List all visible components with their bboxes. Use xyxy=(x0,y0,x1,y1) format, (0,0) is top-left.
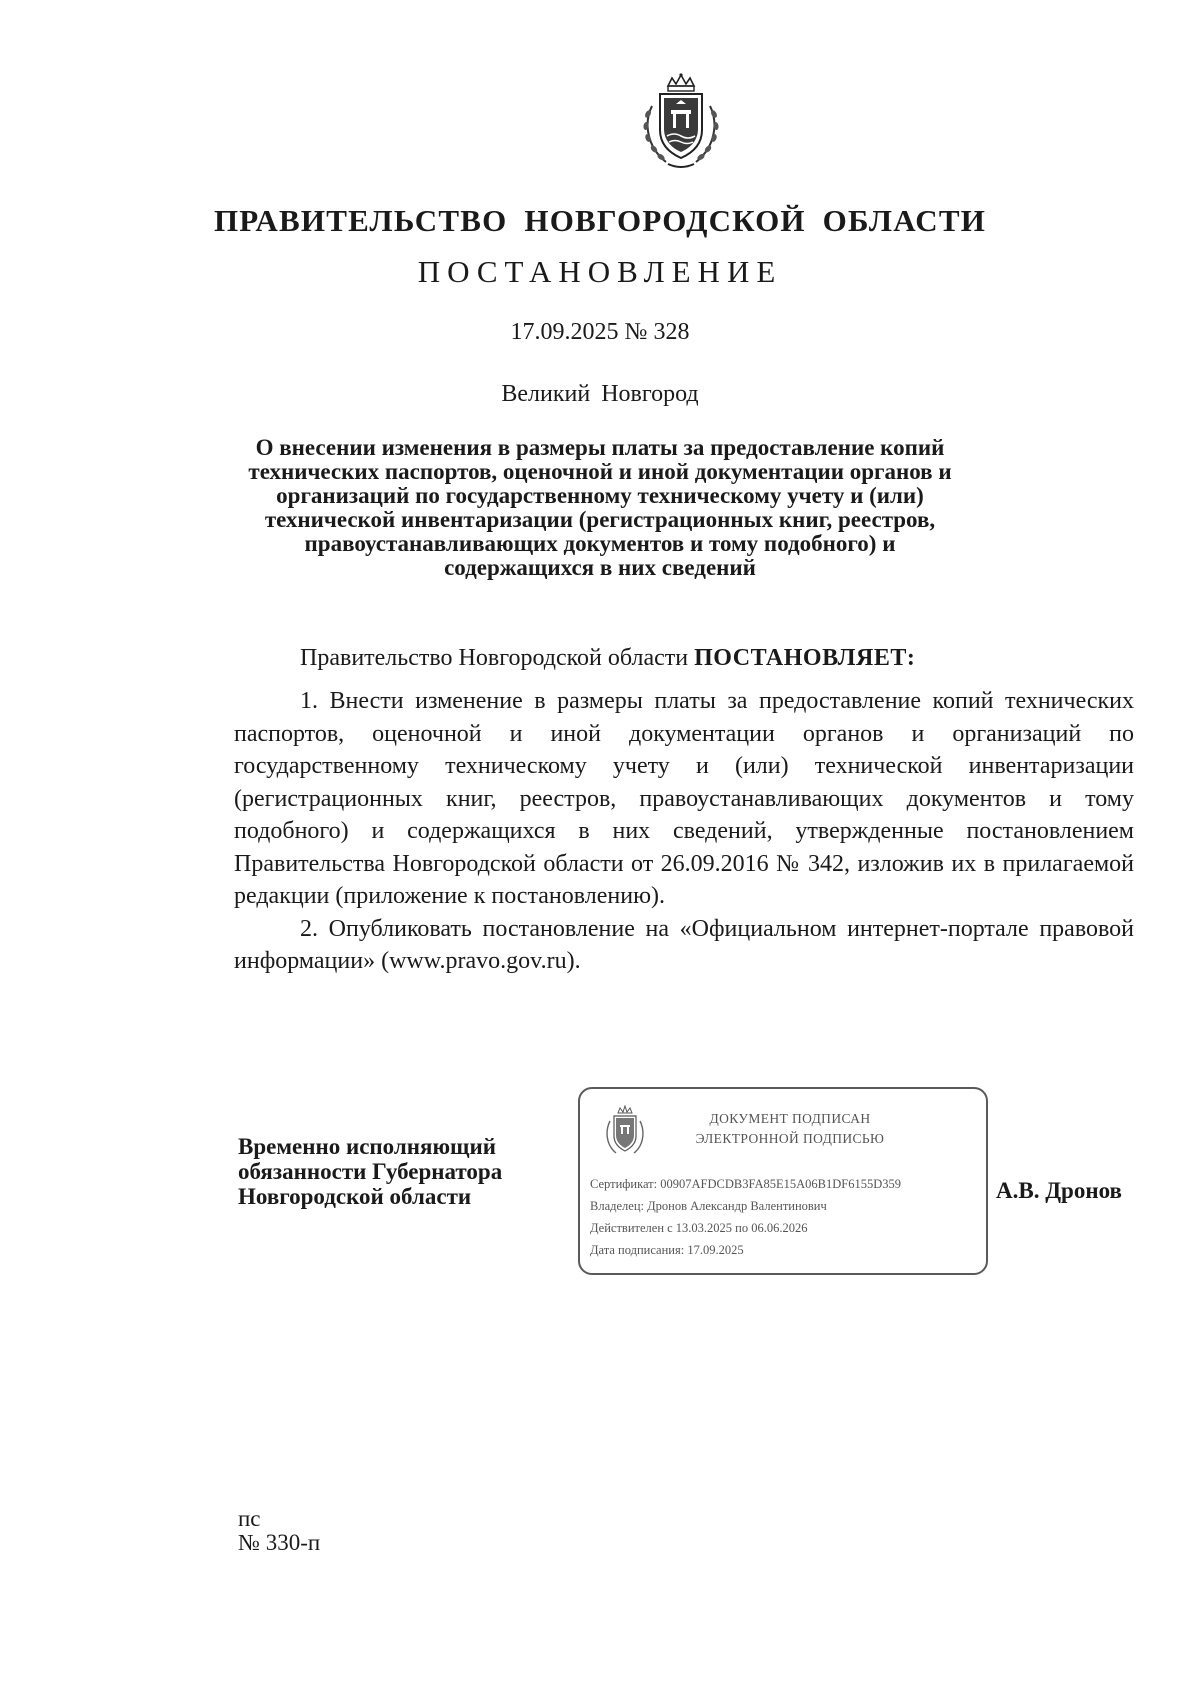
document-subject: О внесении изменения в размеры платы за предоставление копий технических паспортов, оценочной и иной документации органов и организаций по государственному техническому учету и (или) технической инвентаризации (регистрационных книг, реестров, правоустанавливающих документов и тому подобного) и содержащихся в них сведений xyxy=(248,435,952,580)
document-body xyxy=(234,641,1134,978)
stamp-coat-of-arms-icon xyxy=(602,1105,648,1157)
document-date-number: 17.09.2025 № 328 xyxy=(510,319,690,345)
stamp-signing-date: Дата подписания: 17.09.2025 xyxy=(590,1243,744,1257)
signer-name: А.В. Дронов xyxy=(996,1178,1122,1203)
document-type: ПОСТАНОВЛЕНИЕ xyxy=(417,254,783,289)
stamp-heading-line: ДОКУМЕНТ ПОДПИСАН xyxy=(709,1111,871,1126)
signer-title-line: Временно исполняющий xyxy=(238,1134,496,1159)
stamp-heading xyxy=(680,1109,900,1149)
coat-of-arms-icon xyxy=(638,72,724,172)
clause-1: 1. Внести изменение в размеры платы за предоставление копий технических паспортов, оценочной и иной документации органов и организаций по государственному техническому учету и (или) технической инвентаризации (регистрационных книг, реестров, правоустанавливающих документов и тому подобного) и содержащихся в них сведений, утвержденные постановлением Правительства Новгородской области от 26.09.2016 № 342, изложив их в прилагаемой редакции (приложение к постановлению). xyxy=(234,688,1134,909)
stamp-validity: Действителен с 13.03.2025 по 06.06.2026 xyxy=(590,1221,808,1235)
preamble xyxy=(234,641,1134,675)
signer-title xyxy=(238,1134,558,1209)
stamp-certificate: Сертификат: 00907AFDCDB3FA85E15A06B1DF6155D359 xyxy=(590,1177,901,1191)
signer-title-line: Новгородской области xyxy=(238,1184,472,1209)
e-signature-stamp xyxy=(578,1087,988,1275)
preamble-resolves: ПОСТАНОВЛЯЕТ: xyxy=(694,645,916,671)
document-city: Великий Новгород xyxy=(501,381,699,407)
stamp-owner: Владелец: Дронов Александр Валентинович xyxy=(590,1199,827,1213)
preamble-text: Правительство Новгородской области xyxy=(300,645,695,671)
organization-title: ПРАВИТЕЛЬСТВО НОВГОРОДСКОЙ ОБЛАСТИ xyxy=(213,203,987,238)
footer-note-line: пс xyxy=(238,1506,261,1531)
signer-title-line: обязанности Губернатора xyxy=(238,1159,503,1184)
clause-2: 2. Опубликовать постановление на «Официальном интернет-портале правовой информации» (www.pravo.gov.ru). xyxy=(234,915,1134,974)
footer-note xyxy=(238,1507,320,1555)
stamp-heading-line: ЭЛЕКТРОННОЙ ПОДПИСЬЮ xyxy=(695,1131,885,1146)
stamp-details xyxy=(590,1173,986,1261)
footer-note-line: № 330-п xyxy=(238,1530,321,1555)
